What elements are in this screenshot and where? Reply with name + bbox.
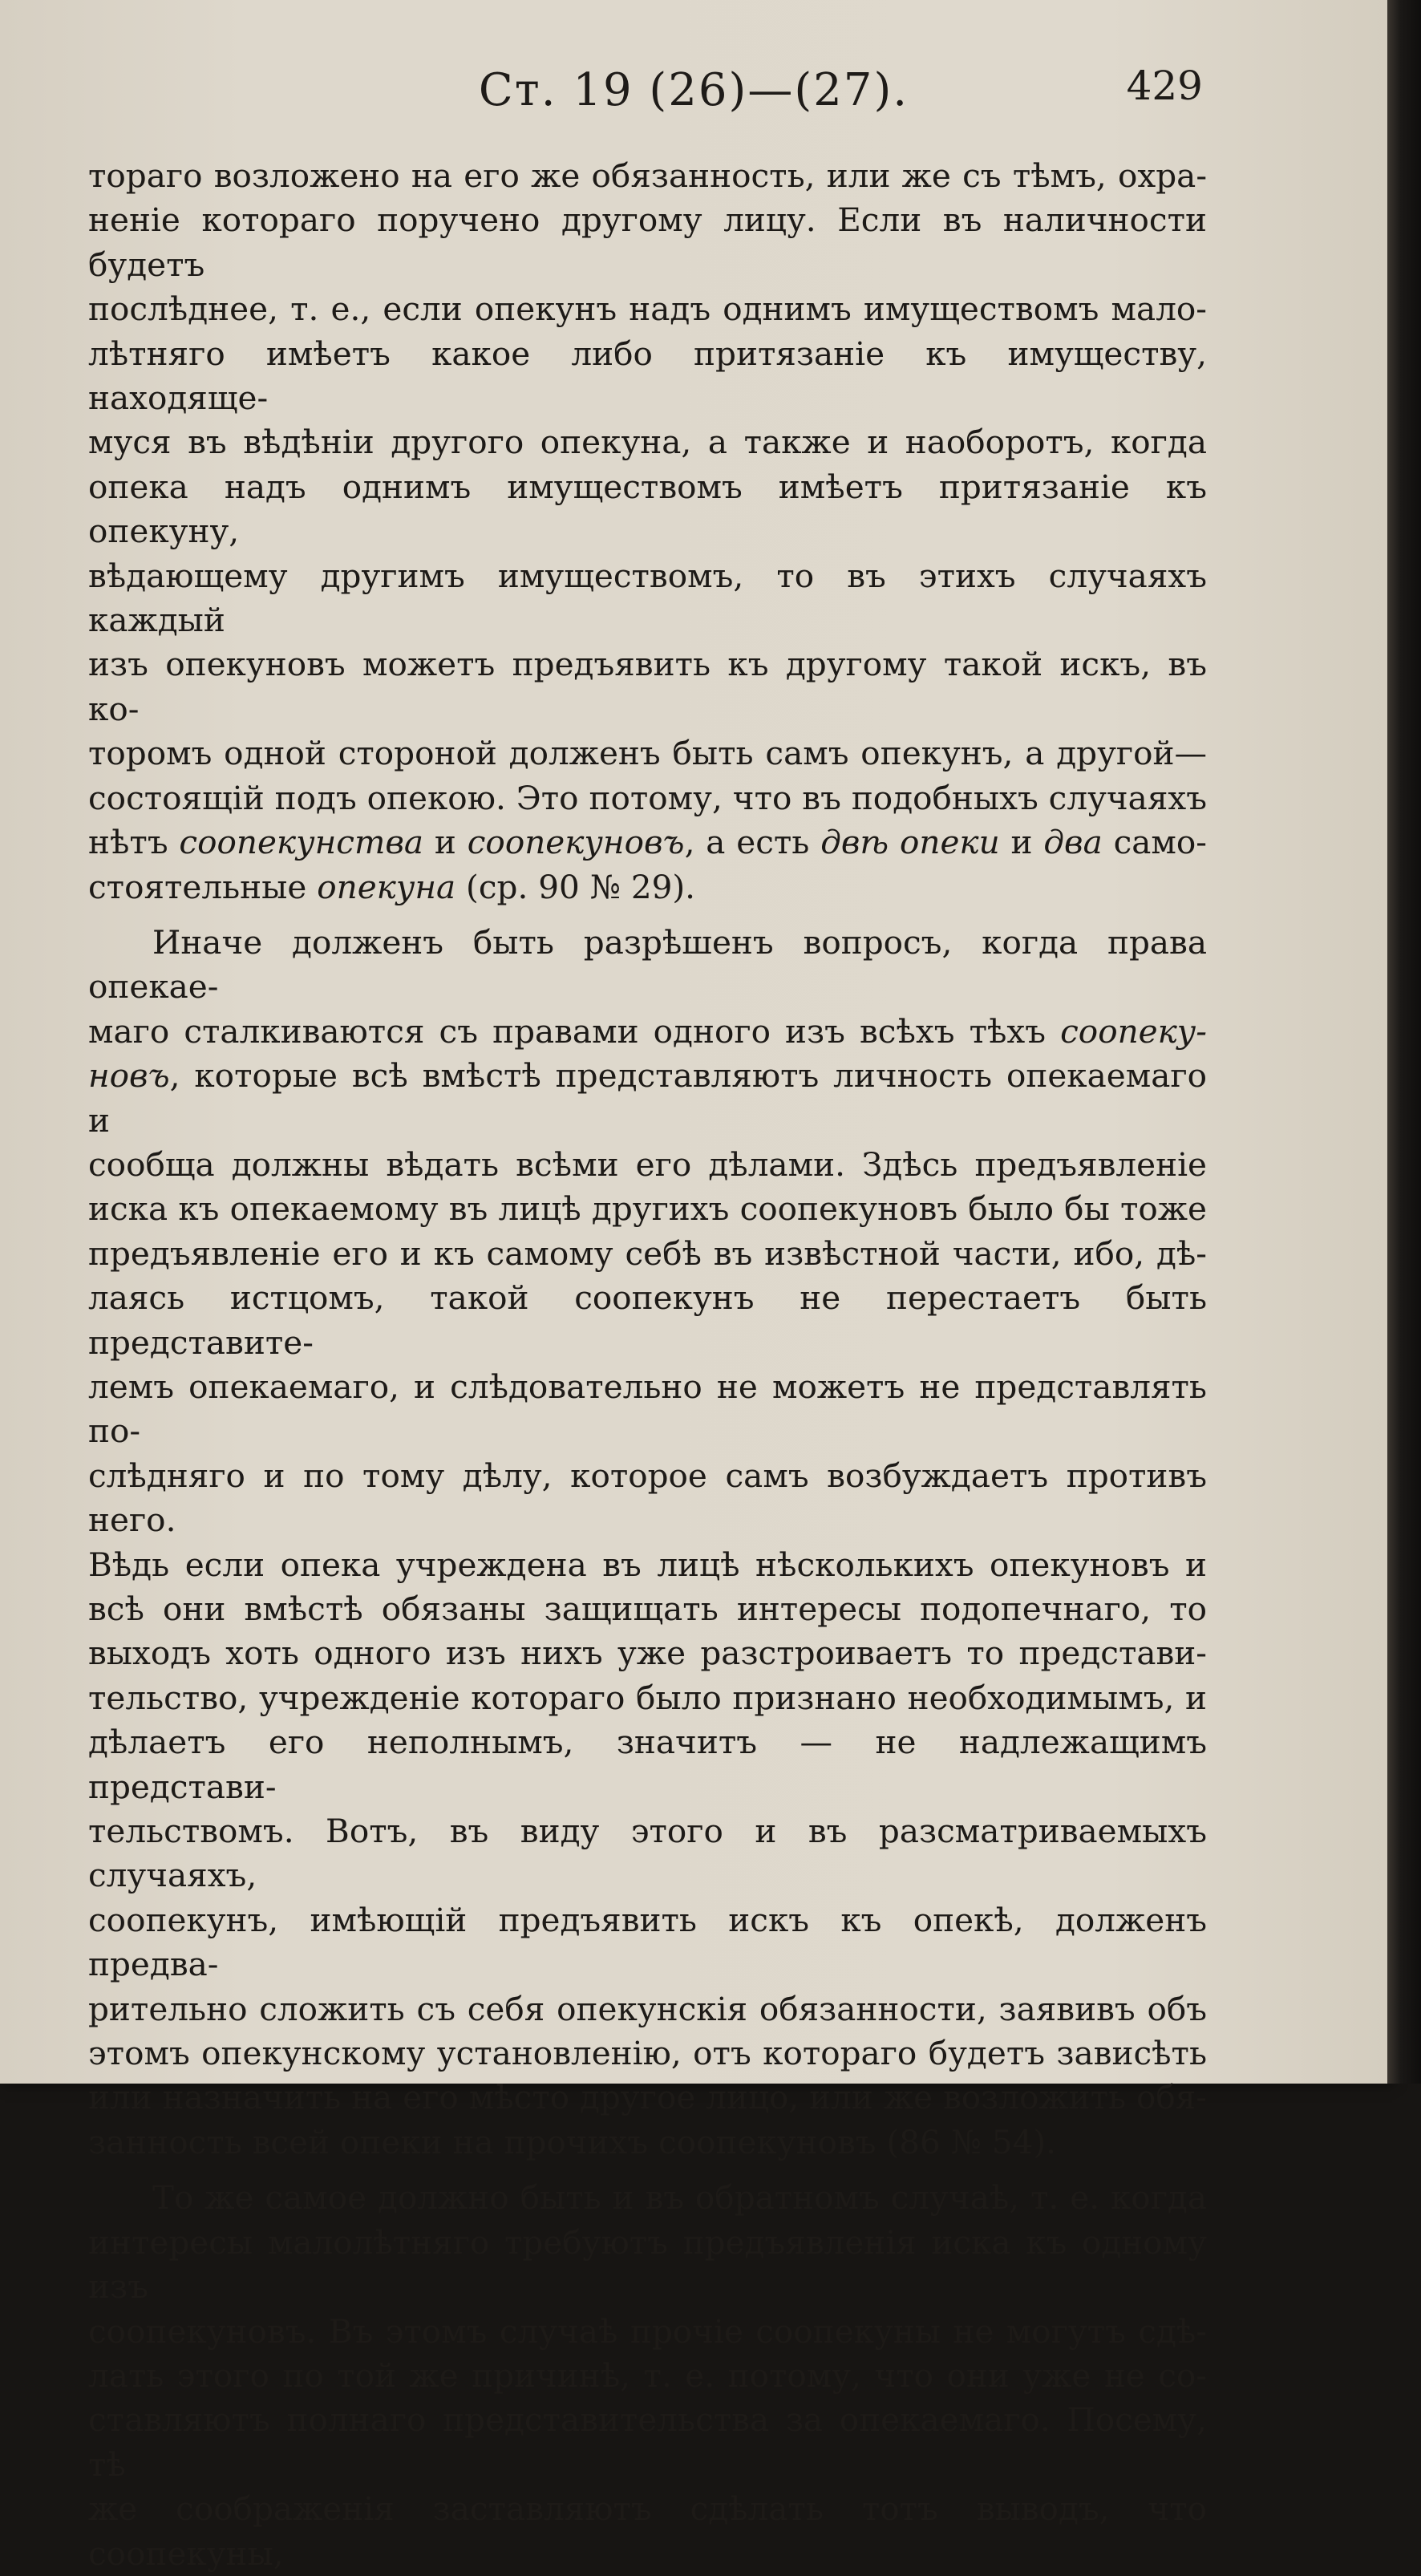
text-line xyxy=(88,731,1207,776)
text-line xyxy=(88,2354,1207,2398)
text-run: тораго возложено на его же обязанность, или же съ тѣмъ, охра- xyxy=(88,156,1207,195)
text-line xyxy=(88,2031,1207,2076)
text-run: предъявленіе его и къ самому себѣ въ извѣстной части, ибо, дѣ- xyxy=(88,1233,1207,1273)
text-run: торомъ одной стороной долженъ быть самъ опекунъ, а другой— xyxy=(88,734,1207,773)
text-line xyxy=(88,1187,1207,1231)
text-line xyxy=(88,776,1207,820)
text-run: соопекунъ, имѣющій предъявить искъ къ опекѣ, долженъ предва- xyxy=(88,1900,1207,1984)
text-run: выходъ хоть одного изъ нихъ уже разстроиваетъ то представи- xyxy=(88,1634,1207,1673)
text-line xyxy=(88,1809,1207,1898)
text-line xyxy=(88,2221,1207,2310)
italic-term: соопекуновъ xyxy=(467,823,685,862)
text-run: , которые всѣ вмѣстѣ представляютъ личность опекаемаго и xyxy=(88,1056,1207,1140)
text-run: лаясь истцомъ, такой соопекунъ не перестаетъ быть представите- xyxy=(88,1278,1207,1362)
text-run: ставляютъ полнаго представительства за опекаемаго. Посему, тѣ xyxy=(88,2400,1207,2484)
text-line xyxy=(88,1898,1207,1987)
text-line xyxy=(88,2176,1207,2220)
text-line xyxy=(88,154,1207,198)
text-line xyxy=(88,1587,1207,1631)
italic-term: соопекунства xyxy=(179,823,424,862)
italic-term: два xyxy=(1043,823,1103,862)
text-line xyxy=(88,642,1207,731)
book-spine-edge xyxy=(1387,0,1421,2084)
text-run: состоящій подъ опекою. Это потому, что въ подобныхъ случаяхъ xyxy=(88,778,1207,817)
italic-term: опекуна xyxy=(317,867,456,906)
text-run: тельствомъ. Вотъ, въ виду этого и въ разсматриваемыхъ случаяхъ, xyxy=(88,1812,1207,1895)
text-run: и xyxy=(423,823,468,862)
text-run: сообща должны вѣдать всѣми его дѣлами. Здѣсь предъявленіе xyxy=(88,1144,1207,1184)
text-run: соопекуновъ. Въ этомъ случаѣ прочіе соопекуны не могутъ сдѣ- xyxy=(88,2311,1207,2351)
text-line xyxy=(88,1631,1207,1675)
text-run: (ср. 90 № 29). xyxy=(455,867,696,906)
text-line xyxy=(88,287,1207,331)
text-line xyxy=(88,865,1207,909)
text-run: изъ опекуновъ можетъ предъявить къ другому такой искъ, въ ко- xyxy=(88,645,1207,728)
text-run: лѣтняго имѣетъ какое либо притязаніе къ имуществу, находяще- xyxy=(88,334,1207,418)
text-line xyxy=(88,1987,1207,2031)
text-line xyxy=(88,1454,1207,1543)
text-run: интересы малолѣтняго требуютъ предъявленія иска къ одному изъ xyxy=(88,2222,1207,2307)
text-run: , а есть xyxy=(684,823,821,862)
text-line xyxy=(88,1232,1207,1276)
text-line xyxy=(88,2076,1207,2120)
text-run: слѣдняго и по тому дѣлу, которое самъ возбуждаетъ противъ него. xyxy=(88,1456,1207,1540)
text-run: этомъ опекунскому установленію, отъ котораго будетъ зависѣть xyxy=(88,2034,1207,2073)
text-line xyxy=(88,1054,1207,1143)
text-run: рительно сложить съ себя опекунскія обязанности, заявивъ объ xyxy=(88,1989,1207,2028)
running-head: Ст. 19 (26)—(27). xyxy=(478,64,909,116)
page-number: 429 xyxy=(1126,63,1203,109)
text-run: Вѣдь если опека учреждена въ лицѣ нѣсколькихъ опекуновъ и xyxy=(88,1545,1207,1584)
text-run: лать этого по той же причинѣ, т. е. потому, что они уже не со- xyxy=(88,2355,1207,2395)
text-line xyxy=(88,820,1207,865)
text-line xyxy=(88,332,1207,421)
text-run: же соображенія заставляютъ сдѣлать тотъ выводъ, что соопекуны, xyxy=(88,2489,1207,2573)
text-run: послѣднее, т. е., если опекунъ надъ однимъ имуществомъ мало- xyxy=(88,290,1207,329)
italic-term: новъ xyxy=(88,1056,170,1096)
text-line xyxy=(88,2487,1207,2576)
page-header xyxy=(0,56,1387,128)
text-run: нѣтъ xyxy=(88,823,180,862)
text-run: муся въ вѣдѣніи другого опекуна, а также и наоборотъ, когда xyxy=(88,423,1207,462)
text-run: вѣдающему другимъ имуществомъ, то въ этихъ случаяхъ каждый xyxy=(88,556,1207,640)
text-line xyxy=(88,1010,1207,1054)
text-run: лемъ опекаемаго, и слѣдовательно не можетъ не представлять по- xyxy=(88,1367,1207,1451)
body-text xyxy=(88,154,1207,2576)
text-line xyxy=(88,1365,1207,1454)
italic-term: двѣ опеки xyxy=(820,823,1000,862)
text-line xyxy=(88,198,1207,287)
text-run: опека надъ однимъ имуществомъ имѣетъ притязаніе къ опекуну, xyxy=(88,467,1207,551)
italic-term: соопеку- xyxy=(1060,1011,1207,1051)
text-line xyxy=(88,1276,1207,1365)
text-line xyxy=(88,2398,1207,2487)
text-run: занность всей опеки на прочихъ соопекуновъ (86 № 54). xyxy=(88,2122,1057,2161)
text-run: иска къ опекаемому въ лицѣ другихъ соопекуновъ было бы тоже xyxy=(88,1189,1207,1229)
text-run: или назначить на его мѣсто другое лицо, или же возложить обя- xyxy=(88,2078,1207,2117)
text-line xyxy=(88,2310,1207,2354)
text-line xyxy=(88,554,1207,643)
text-line xyxy=(88,1676,1207,1720)
text-line xyxy=(88,921,1207,1010)
text-run: стоятельные xyxy=(88,867,318,906)
text-line xyxy=(88,1720,1207,1809)
text-line xyxy=(88,1143,1207,1187)
text-run: тельство, учрежденіе котораго было признано необходимымъ, и xyxy=(88,1678,1207,1717)
text-line xyxy=(88,1543,1207,1587)
text-run: маго сталкиваются съ правами одного изъ всѣхъ тѣхъ xyxy=(88,1011,1061,1051)
text-run: само- xyxy=(1102,823,1207,862)
text-run: дѣлаетъ его неполнымъ, значитъ — не надлежащимъ представи- xyxy=(88,1723,1207,1806)
text-run: неніе котораго поручено другому лицу. Если въ наличности будетъ xyxy=(88,200,1207,284)
text-run: и xyxy=(999,823,1044,862)
text-line xyxy=(88,420,1207,464)
text-run: всѣ они вмѣстѣ обязаны защищать интересы подопечнаго, то xyxy=(88,1590,1207,1628)
text-line xyxy=(88,465,1207,554)
text-run: Иначе долженъ быть разрѣшенъ вопросъ, когда права опекае- xyxy=(88,922,1207,1007)
text-run: То же самое должно быть и въ обратномъ случаѣ, т. е. когда xyxy=(152,2178,1207,2218)
text-line xyxy=(88,2120,1207,2165)
